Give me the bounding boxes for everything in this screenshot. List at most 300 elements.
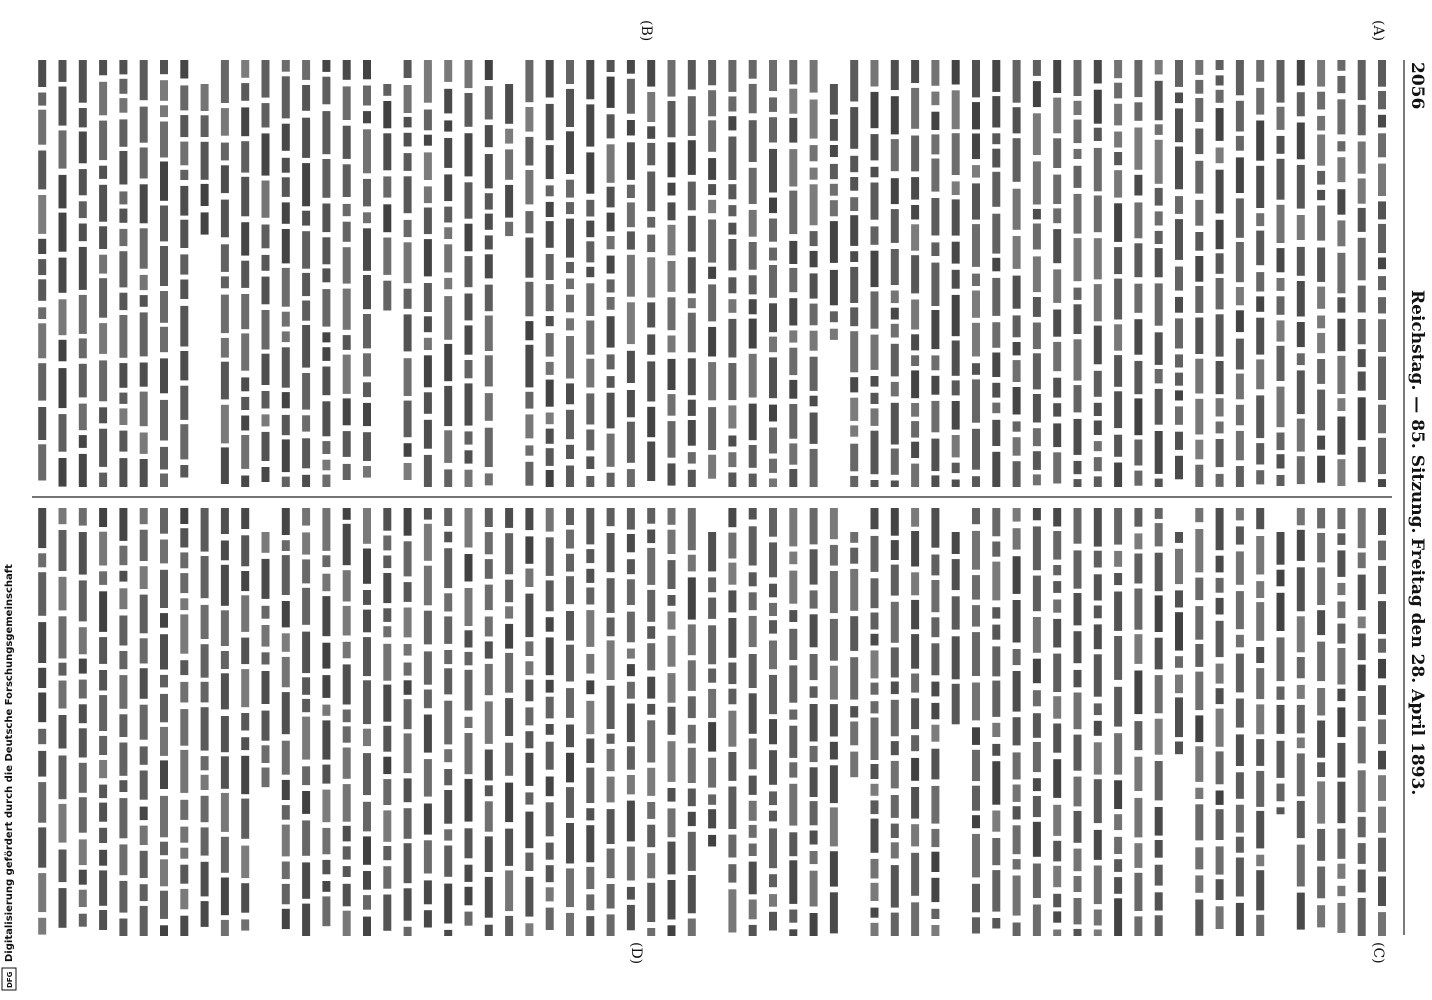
text-word-stroke bbox=[404, 463, 412, 480]
text-word-stroke bbox=[119, 431, 127, 452]
text-word-stroke bbox=[1277, 433, 1285, 451]
text-word-stroke bbox=[728, 116, 736, 130]
text-word-stroke bbox=[1155, 523, 1163, 546]
text-word-stroke bbox=[363, 466, 371, 478]
text-word-stroke bbox=[992, 607, 1000, 618]
text-word-stroke bbox=[38, 827, 46, 867]
text-word-stroke bbox=[444, 244, 452, 272]
text-word-stroke bbox=[363, 129, 371, 173]
text-word-stroke bbox=[891, 913, 899, 936]
text-word-stroke bbox=[566, 645, 574, 682]
text-word-stroke bbox=[728, 239, 736, 271]
text-word-stroke bbox=[1236, 310, 1244, 332]
text-word-stroke bbox=[1033, 113, 1041, 155]
text-word-stroke bbox=[525, 594, 533, 638]
text-word-stroke bbox=[1216, 664, 1224, 684]
text-word-stroke bbox=[1094, 508, 1102, 547]
text-word-stroke bbox=[1175, 60, 1183, 87]
text-word-stroke bbox=[59, 577, 67, 611]
text-word-stroke bbox=[444, 701, 452, 745]
text-word-stroke bbox=[1175, 590, 1183, 607]
text-word-stroke bbox=[1175, 354, 1183, 367]
text-word-stroke bbox=[1094, 196, 1102, 233]
text-word-stroke bbox=[1013, 421, 1021, 431]
text-word-stroke bbox=[1033, 713, 1041, 738]
text-word-stroke bbox=[383, 685, 391, 722]
text-word-stroke bbox=[1358, 870, 1366, 893]
text-word-stroke bbox=[1378, 601, 1386, 634]
text-word-stroke bbox=[505, 916, 513, 936]
text-word-stroke bbox=[99, 60, 107, 75]
text-word-stroke bbox=[850, 60, 858, 102]
text-word-stroke bbox=[830, 200, 838, 216]
text-word-stroke bbox=[627, 664, 635, 676]
text-word-stroke bbox=[444, 532, 452, 543]
text-word-stroke bbox=[1378, 297, 1386, 313]
text-word-stroke bbox=[1317, 781, 1325, 823]
text-word-stroke bbox=[465, 182, 473, 218]
text-word-stroke bbox=[302, 532, 310, 554]
text-word-stroke bbox=[789, 268, 797, 292]
text-word-stroke bbox=[1053, 269, 1061, 303]
text-word-stroke bbox=[749, 654, 757, 688]
text-word-stroke bbox=[485, 235, 493, 249]
text-word-stroke bbox=[546, 680, 554, 693]
text-word-stroke bbox=[1053, 600, 1061, 613]
text-word-stroke bbox=[911, 300, 919, 330]
text-word-stroke bbox=[749, 354, 757, 398]
text-word-stroke bbox=[1378, 751, 1386, 770]
text-word-stroke bbox=[160, 508, 168, 534]
text-word-stroke bbox=[1155, 719, 1163, 755]
text-word-stroke bbox=[221, 651, 229, 669]
text-word-stroke bbox=[972, 632, 980, 676]
text-word-stroke bbox=[79, 132, 87, 164]
text-word-stroke bbox=[262, 652, 270, 664]
text-word-stroke bbox=[59, 756, 67, 800]
text-word-stroke bbox=[160, 105, 168, 117]
text-word-stroke bbox=[1236, 654, 1244, 693]
text-word-stroke bbox=[363, 111, 371, 123]
text-word-stroke bbox=[79, 108, 87, 127]
text-word-stroke bbox=[688, 789, 696, 807]
text-word-stroke bbox=[688, 313, 696, 353]
text-word-stroke bbox=[180, 848, 188, 859]
text-word-stroke bbox=[871, 859, 879, 879]
text-word-stroke bbox=[59, 368, 67, 408]
text-word-stroke bbox=[424, 316, 432, 332]
text-word-stroke bbox=[708, 794, 716, 804]
text-word-stroke bbox=[485, 393, 493, 421]
text-word-stroke bbox=[79, 404, 87, 431]
text-word-stroke bbox=[1337, 602, 1345, 619]
text-word-stroke bbox=[180, 682, 188, 703]
text-word-stroke bbox=[38, 572, 46, 616]
text-word-stroke bbox=[891, 178, 899, 204]
text-word-stroke bbox=[1277, 320, 1285, 341]
text-word-stroke bbox=[1175, 297, 1183, 313]
text-word-stroke bbox=[749, 844, 757, 857]
text-word-stroke bbox=[201, 775, 209, 790]
text-word-stroke bbox=[586, 894, 594, 910]
text-word-stroke bbox=[465, 60, 473, 88]
text-word-stroke bbox=[1053, 98, 1061, 134]
text-word-stroke bbox=[424, 208, 432, 235]
text-word-stroke bbox=[1297, 705, 1305, 734]
text-word-stroke bbox=[38, 110, 46, 145]
text-word-stroke bbox=[1378, 164, 1386, 196]
text-word-stroke bbox=[1053, 841, 1061, 862]
text-word-stroke bbox=[119, 60, 127, 74]
text-word-stroke bbox=[1094, 326, 1102, 365]
text-word-stroke bbox=[1358, 634, 1366, 661]
text-word-stroke bbox=[627, 302, 635, 344]
text-word-stroke bbox=[99, 695, 107, 731]
text-word-stroke bbox=[931, 508, 939, 548]
text-word-stroke bbox=[525, 707, 533, 725]
text-word-stroke bbox=[586, 456, 594, 469]
text-word-stroke bbox=[363, 275, 371, 309]
text-word-stroke bbox=[282, 555, 290, 595]
text-word-stroke bbox=[1358, 843, 1366, 864]
text-word-stroke bbox=[262, 559, 270, 599]
text-word-stroke bbox=[160, 474, 168, 488]
text-word-stroke bbox=[830, 765, 838, 803]
text-word-stroke bbox=[1053, 508, 1061, 527]
text-word-stroke bbox=[810, 767, 818, 797]
text-word-stroke bbox=[1053, 581, 1061, 593]
text-word-stroke bbox=[1175, 456, 1183, 480]
text-word-stroke bbox=[1033, 224, 1041, 250]
text-word-stroke bbox=[1297, 801, 1305, 838]
text-word-stroke bbox=[1337, 829, 1345, 859]
text-word-stroke bbox=[871, 134, 879, 160]
text-word-stroke bbox=[769, 542, 777, 577]
text-word-stroke bbox=[1155, 283, 1163, 325]
text-word-stroke bbox=[444, 616, 452, 644]
text-word-stroke bbox=[627, 351, 635, 383]
text-word-stroke bbox=[627, 559, 635, 574]
text-word-stroke bbox=[79, 338, 87, 358]
text-word-stroke bbox=[810, 273, 818, 298]
text-word-stroke bbox=[525, 569, 533, 588]
text-word-stroke bbox=[363, 680, 371, 724]
text-word-stroke bbox=[485, 750, 493, 781]
text-word-stroke bbox=[769, 405, 777, 422]
text-word-stroke bbox=[465, 652, 473, 665]
text-word-stroke bbox=[241, 508, 249, 529]
text-word-stroke bbox=[241, 919, 249, 930]
text-word-stroke bbox=[1297, 738, 1305, 749]
text-word-stroke bbox=[566, 868, 574, 907]
text-word-stroke bbox=[1297, 281, 1305, 317]
text-word-stroke bbox=[383, 726, 391, 752]
text-word-stroke bbox=[1094, 910, 1102, 926]
text-word-stroke bbox=[180, 750, 188, 793]
text-word-stroke bbox=[830, 84, 838, 115]
text-word-stroke bbox=[749, 319, 757, 349]
text-word-stroke bbox=[79, 508, 87, 526]
text-word-stroke bbox=[911, 334, 919, 350]
text-word-stroke bbox=[1155, 595, 1163, 632]
text-word-stroke bbox=[769, 479, 777, 488]
text-word-stroke bbox=[1175, 267, 1183, 291]
text-word-stroke bbox=[505, 829, 513, 866]
text-word-stroke bbox=[1094, 128, 1102, 141]
text-word-stroke bbox=[99, 785, 107, 799]
text-word-stroke bbox=[1013, 387, 1021, 415]
text-word-stroke bbox=[1013, 360, 1021, 382]
text-word-stroke bbox=[810, 871, 818, 907]
text-word-stroke bbox=[404, 242, 412, 283]
text-word-stroke bbox=[1358, 447, 1366, 482]
text-word-stroke bbox=[1236, 60, 1244, 95]
text-word-stroke bbox=[1114, 279, 1122, 320]
text-word-stroke bbox=[201, 707, 209, 750]
text-word-stroke bbox=[688, 555, 696, 572]
text-word-stroke bbox=[160, 246, 168, 286]
text-word-stroke bbox=[119, 363, 127, 388]
text-word-stroke bbox=[363, 228, 371, 270]
text-word-stroke bbox=[221, 244, 229, 272]
text-word-stroke bbox=[769, 117, 777, 142]
text-word-stroke bbox=[79, 201, 87, 218]
text-word-stroke bbox=[769, 912, 777, 931]
text-word-stroke bbox=[1114, 463, 1122, 488]
text-word-stroke bbox=[871, 650, 879, 678]
text-word-stroke bbox=[1033, 297, 1041, 317]
text-word-stroke bbox=[1053, 531, 1061, 560]
text-word-stroke bbox=[931, 134, 939, 154]
text-word-stroke bbox=[1256, 855, 1264, 867]
text-word-stroke bbox=[871, 508, 879, 529]
text-word-stroke bbox=[708, 809, 716, 828]
text-word-stroke bbox=[180, 865, 188, 884]
text-word-stroke bbox=[424, 60, 432, 103]
text-word-stroke bbox=[241, 799, 249, 839]
text-word-stroke bbox=[647, 334, 655, 354]
text-word-stroke bbox=[322, 441, 330, 454]
text-word-stroke bbox=[282, 268, 290, 307]
text-word-stroke bbox=[789, 665, 797, 702]
text-word-stroke bbox=[99, 360, 107, 401]
text-word-stroke bbox=[1317, 190, 1325, 200]
text-word-stroke bbox=[647, 217, 655, 228]
text-word-stroke bbox=[952, 181, 960, 195]
text-word-stroke bbox=[871, 92, 879, 128]
text-word-stroke bbox=[668, 261, 676, 292]
text-word-stroke bbox=[850, 722, 858, 746]
text-word-stroke bbox=[79, 763, 87, 793]
text-word-stroke bbox=[688, 748, 696, 783]
text-word-stroke bbox=[1175, 390, 1183, 400]
text-word-stroke bbox=[911, 787, 919, 819]
text-word-stroke bbox=[1134, 843, 1142, 868]
text-word-stroke bbox=[322, 675, 330, 698]
text-word-stroke bbox=[566, 410, 574, 439]
text-word-stroke bbox=[1013, 437, 1021, 456]
text-word-stroke bbox=[647, 883, 655, 922]
text-word-stroke bbox=[871, 883, 879, 901]
text-word-stroke bbox=[99, 278, 107, 318]
text-word-stroke bbox=[1337, 253, 1345, 293]
text-word-stroke bbox=[444, 138, 452, 168]
text-word-stroke bbox=[201, 556, 209, 598]
text-word-stroke bbox=[607, 777, 615, 803]
text-word-stroke bbox=[282, 508, 290, 535]
text-word-stroke bbox=[1297, 893, 1305, 930]
text-word-stroke bbox=[789, 552, 797, 565]
text-word-stroke bbox=[668, 142, 676, 177]
text-word-stroke bbox=[546, 145, 554, 179]
text-word-stroke bbox=[1195, 900, 1203, 936]
text-word-stroke bbox=[404, 117, 412, 128]
text-word-stroke bbox=[140, 275, 148, 290]
text-word-stroke bbox=[1256, 536, 1264, 575]
text-word-stroke bbox=[180, 660, 188, 675]
text-word-stroke bbox=[160, 162, 168, 201]
text-word-stroke bbox=[1033, 451, 1041, 470]
text-word-stroke bbox=[424, 283, 432, 312]
text-word-stroke bbox=[1358, 238, 1366, 280]
text-word-stroke bbox=[59, 414, 67, 452]
text-word-stroke bbox=[38, 668, 46, 688]
text-word-stroke bbox=[525, 211, 533, 233]
text-word-stroke bbox=[1256, 60, 1264, 82]
text-word-stroke bbox=[708, 835, 716, 847]
text-word-stroke bbox=[160, 727, 168, 756]
text-word-stroke bbox=[972, 508, 980, 524]
text-word-stroke bbox=[201, 682, 209, 703]
text-word-stroke bbox=[1378, 541, 1386, 561]
text-word-stroke bbox=[749, 693, 757, 734]
text-word-stroke bbox=[140, 295, 148, 307]
text-word-stroke bbox=[668, 202, 676, 220]
text-word-stroke bbox=[525, 753, 533, 786]
text-word-stroke bbox=[850, 331, 858, 372]
text-word-stroke bbox=[343, 398, 351, 425]
text-word-stroke bbox=[140, 363, 148, 387]
text-word-stroke bbox=[1337, 886, 1345, 896]
text-word-stroke bbox=[546, 537, 554, 576]
text-word-stroke bbox=[485, 617, 493, 637]
text-word-stroke bbox=[586, 476, 594, 487]
text-word-stroke bbox=[911, 902, 919, 936]
text-word-stroke bbox=[1053, 654, 1061, 692]
text-word-stroke bbox=[931, 263, 939, 306]
text-word-stroke bbox=[1256, 915, 1264, 936]
text-word-stroke bbox=[891, 60, 899, 90]
text-word-stroke bbox=[1134, 440, 1142, 466]
text-word-stroke bbox=[444, 227, 452, 239]
page-number: 2056 bbox=[1407, 62, 1427, 110]
text-word-stroke bbox=[1053, 911, 1061, 922]
text-word-stroke bbox=[647, 60, 655, 87]
text-word-stroke bbox=[1378, 438, 1386, 474]
text-word-stroke bbox=[871, 226, 879, 244]
text-word-stroke bbox=[1013, 859, 1021, 869]
text-word-stroke bbox=[1378, 133, 1386, 157]
text-word-stroke bbox=[525, 792, 533, 804]
text-word-stroke bbox=[282, 477, 290, 487]
text-word-stroke bbox=[1033, 796, 1041, 817]
text-word-stroke bbox=[363, 179, 371, 207]
text-word-stroke bbox=[119, 408, 127, 425]
text-word-stroke bbox=[1297, 616, 1305, 652]
text-word-stroke bbox=[891, 139, 899, 171]
text-word-stroke bbox=[546, 254, 554, 280]
text-word-stroke bbox=[1297, 165, 1305, 209]
text-word-stroke bbox=[1317, 688, 1325, 716]
text-word-stroke bbox=[363, 403, 371, 426]
text-word-stroke bbox=[871, 908, 879, 918]
text-word-stroke bbox=[1256, 647, 1264, 663]
text-word-stroke bbox=[992, 625, 1000, 640]
text-word-stroke bbox=[627, 60, 635, 74]
text-word-stroke bbox=[749, 60, 757, 79]
text-word-stroke bbox=[850, 444, 858, 472]
text-word-stroke bbox=[830, 619, 838, 661]
text-word-stroke bbox=[688, 812, 696, 826]
text-word-stroke bbox=[668, 611, 676, 629]
text-word-stroke bbox=[221, 716, 229, 752]
text-word-stroke bbox=[810, 60, 818, 93]
text-word-stroke bbox=[201, 115, 209, 137]
text-word-stroke bbox=[404, 220, 412, 237]
text-word-stroke bbox=[343, 86, 351, 120]
text-word-stroke bbox=[1378, 405, 1386, 434]
text-word-stroke bbox=[1134, 533, 1142, 549]
text-word-stroke bbox=[1155, 60, 1163, 75]
text-word-stroke bbox=[607, 618, 615, 637]
text-word-stroke bbox=[1277, 687, 1285, 700]
text-word-stroke bbox=[708, 598, 716, 619]
text-word-stroke bbox=[1256, 739, 1264, 766]
text-word-stroke bbox=[728, 508, 736, 527]
text-word-stroke bbox=[992, 420, 1000, 446]
text-word-stroke bbox=[180, 351, 188, 380]
text-word-stroke bbox=[668, 359, 676, 390]
text-word-stroke bbox=[322, 159, 330, 198]
text-word-stroke bbox=[1317, 642, 1325, 682]
text-word-stroke bbox=[160, 634, 168, 669]
text-word-stroke bbox=[262, 391, 270, 409]
text-word-stroke bbox=[1317, 456, 1325, 483]
text-word-stroke bbox=[586, 430, 594, 451]
text-word-stroke bbox=[485, 214, 493, 230]
text-word-stroke bbox=[668, 508, 676, 525]
text-word-stroke bbox=[1175, 318, 1183, 348]
text-word-stroke bbox=[302, 60, 310, 80]
text-word-stroke bbox=[992, 681, 1000, 717]
text-word-stroke bbox=[1013, 315, 1021, 337]
text-word-stroke bbox=[810, 100, 818, 139]
text-word-stroke bbox=[688, 919, 696, 937]
text-word-stroke bbox=[607, 213, 615, 232]
text-word-stroke bbox=[972, 815, 980, 828]
text-word-stroke bbox=[1337, 356, 1345, 394]
text-word-stroke bbox=[708, 455, 716, 479]
text-word-stroke bbox=[1013, 671, 1021, 712]
text-word-stroke bbox=[160, 291, 168, 323]
text-word-stroke bbox=[140, 459, 148, 487]
text-word-stroke bbox=[505, 508, 513, 528]
text-word-stroke bbox=[465, 133, 473, 176]
text-word-stroke bbox=[931, 703, 939, 719]
text-word-stroke bbox=[322, 460, 330, 471]
text-word-stroke bbox=[525, 462, 533, 486]
text-word-stroke bbox=[688, 577, 696, 619]
